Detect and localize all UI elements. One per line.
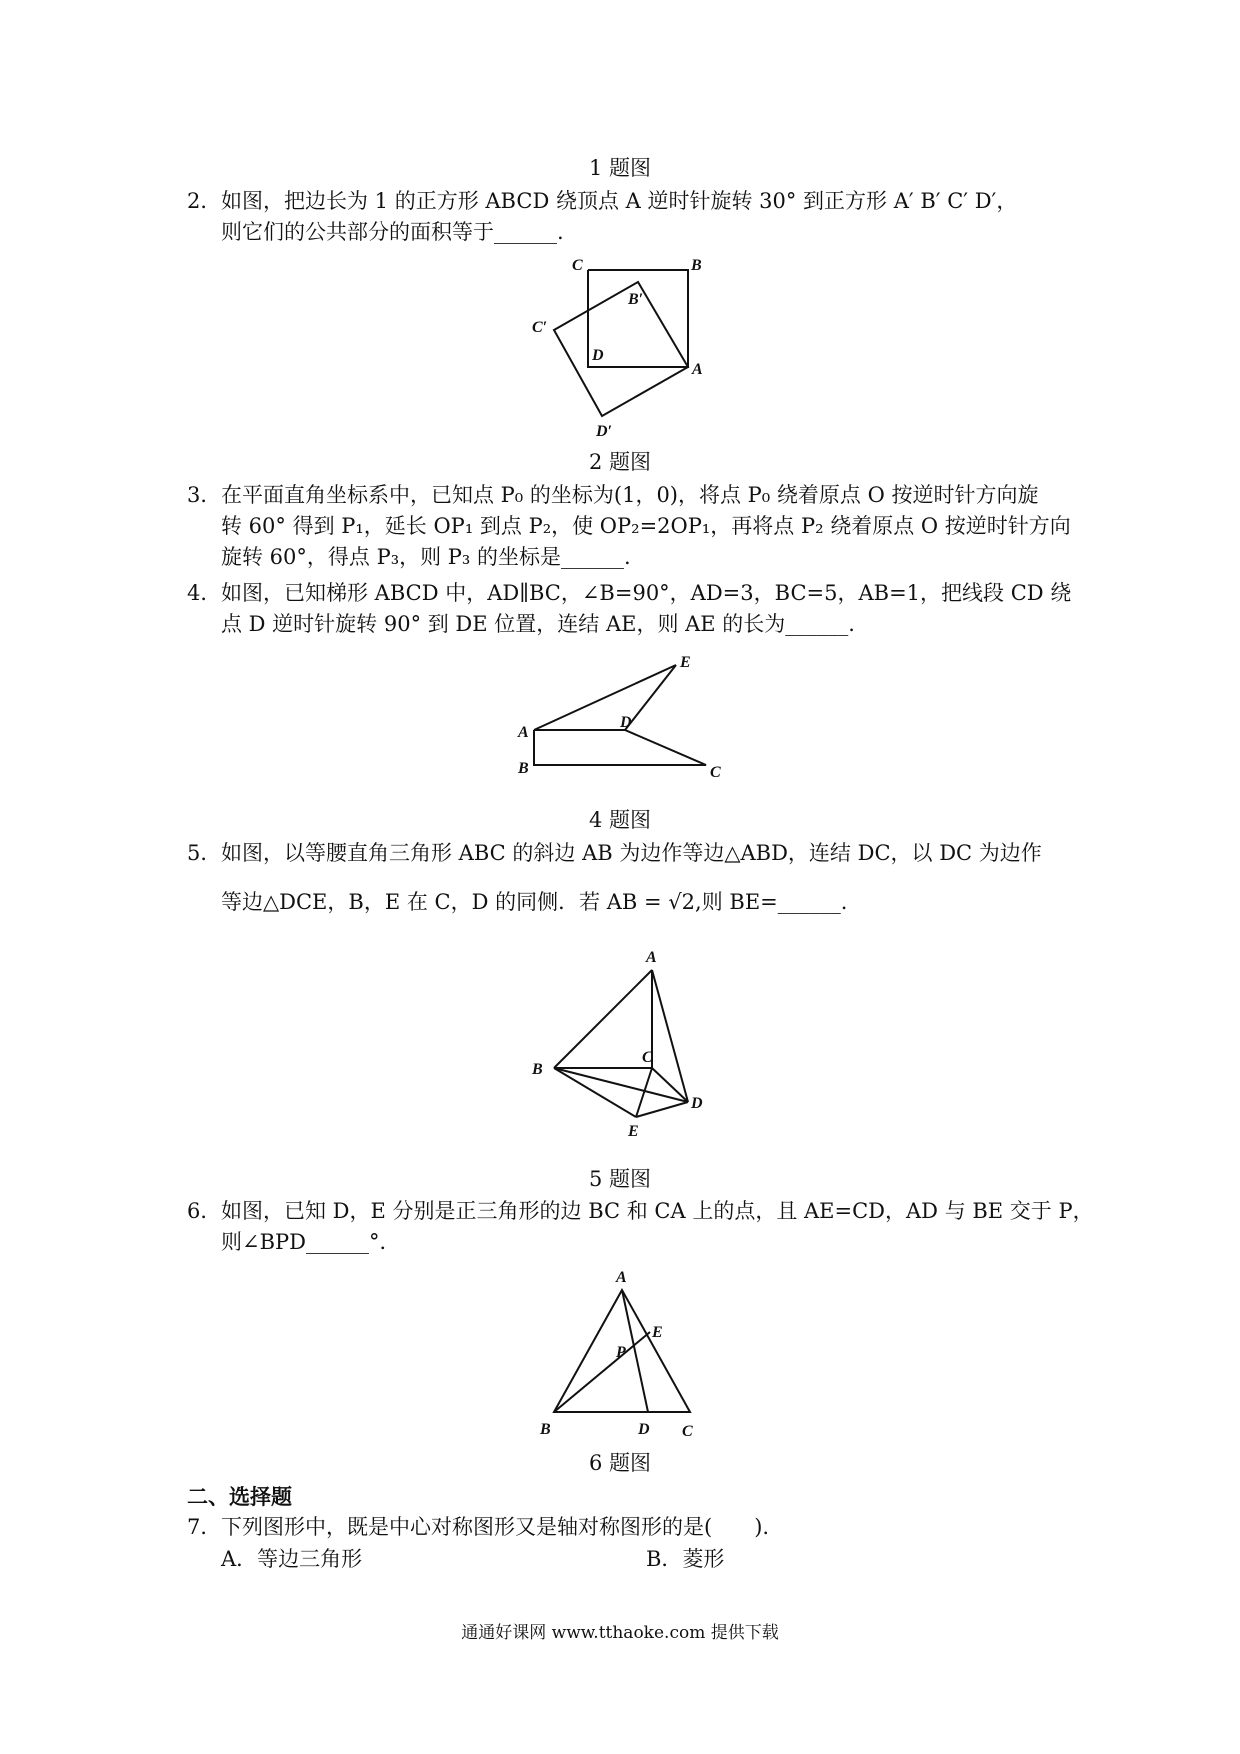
question-text-line: 则∠BPD______°． (221, 1230, 401, 1254)
label-B: B (691, 257, 702, 274)
label-E: E (680, 654, 691, 671)
label-A: A (616, 1269, 627, 1286)
option-a: A．等边三角形 (221, 1547, 363, 1571)
question-text-line: 则它们的公共部分的面积等于______. (221, 220, 564, 244)
label-D: D (620, 714, 632, 731)
label-C: C (642, 1049, 653, 1066)
segment-ab (554, 970, 652, 1068)
label-C: C (572, 257, 583, 274)
label-P: P (616, 1344, 626, 1361)
page-footer: 通通好课网 www.tthaoke.com 提供下载 (461, 1623, 779, 1643)
fig4-diagram (510, 645, 740, 790)
segment-be (554, 1068, 636, 1117)
label-D: D (691, 1095, 703, 1112)
label-C: C (682, 1423, 693, 1440)
question-number: 2． (187, 189, 222, 213)
segment-ed (636, 1102, 688, 1117)
segment-ae (534, 665, 676, 730)
segment-de (625, 665, 676, 730)
question-number: 7． (187, 1515, 222, 1539)
trapezoid-abcd (534, 730, 706, 765)
fig5-diagram (520, 940, 720, 1140)
label-D: D (592, 347, 604, 364)
fig1-caption: 1 题图 (588, 156, 652, 180)
question-text-line: 如图，把边长为 1 的正方形 ABCD 绕顶点 A 逆时针旋转 30° 到正方形 A′ B′ C′ D′， (221, 189, 1018, 213)
label-B: B (540, 1421, 551, 1438)
label-B: B (518, 760, 529, 777)
fig6-diagram (530, 1262, 710, 1447)
fig2-diagram (520, 250, 720, 440)
question-text-line: 旋转 60°，得点 P₃，则 P₃ 的坐标是______. (221, 545, 631, 569)
segment-ad (652, 970, 688, 1102)
label-A: A (646, 949, 657, 966)
question-text-line: 点 D 逆时针旋转 90° 到 DE 位置，连结 AE，则 AE 的长为______. (221, 612, 855, 636)
question-number: 3． (187, 483, 222, 507)
question-text-line: 在平面直角坐标系中，已知点 P₀ 的坐标为(1，0)，将点 P₀ 绕着原点 O 按逆时针方向旋 (221, 483, 1039, 507)
fig2-caption: 2 题图 (588, 450, 652, 474)
option-b: B．菱形 (646, 1547, 725, 1571)
label-E: E (628, 1123, 639, 1140)
question-text-line: 如图，以等腰直角三角形 ABC 的斜边 AB 为边作等边△ABD，连结 DC，以 DC 为边作 (221, 841, 1042, 865)
label-B: B (532, 1061, 543, 1078)
section-title: 二、选择题 (187, 1484, 292, 1509)
question-text-line: 如图，已知 D，E 分别是正三角形的边 BC 和 CA 上的点，且 AE=CD，AD 与 BE 交于 P， (221, 1199, 1094, 1223)
fig6-caption: 6 题图 (588, 1451, 652, 1475)
square-rotated (554, 282, 688, 416)
label-D-prime: D′ (596, 423, 613, 440)
question-text-line: 转 60° 得到 P₁，延长 OP₁ 到点 P₂，使 OP₂=2OP₁，再将点 P₂ 绕着原点 O 按逆时针方向 (221, 514, 1071, 538)
question-number: 5． (187, 841, 222, 865)
segment-be (554, 1332, 650, 1412)
segment-bd (554, 1068, 688, 1102)
question-text-line: 下列图形中，既是中心对称图形又是轴对称图形的是( ). (221, 1515, 770, 1539)
fig4-caption: 4 题图 (588, 808, 652, 832)
label-B-prime: B′ (628, 291, 644, 308)
label-E: E (652, 1324, 663, 1341)
question-text-line: 等边△DCE，B，E 在 C，D 的同侧．若 AB = √2,则 BE=______. (221, 890, 848, 914)
question-text-line: 如图，已知梯形 ABCD 中，AD∥BC，∠B=90°，AD=3，BC=5，AB=1，把线段 CD 绕 (221, 581, 1072, 605)
question-number: 4． (187, 581, 222, 605)
label-D: D (638, 1421, 650, 1438)
label-A: A (692, 361, 703, 378)
question-number: 6． (187, 1199, 222, 1223)
label-C-prime: C′ (532, 319, 548, 336)
fig5-caption: 5 题图 (588, 1167, 652, 1191)
label-C: C (710, 764, 721, 781)
label-A: A (518, 724, 529, 741)
